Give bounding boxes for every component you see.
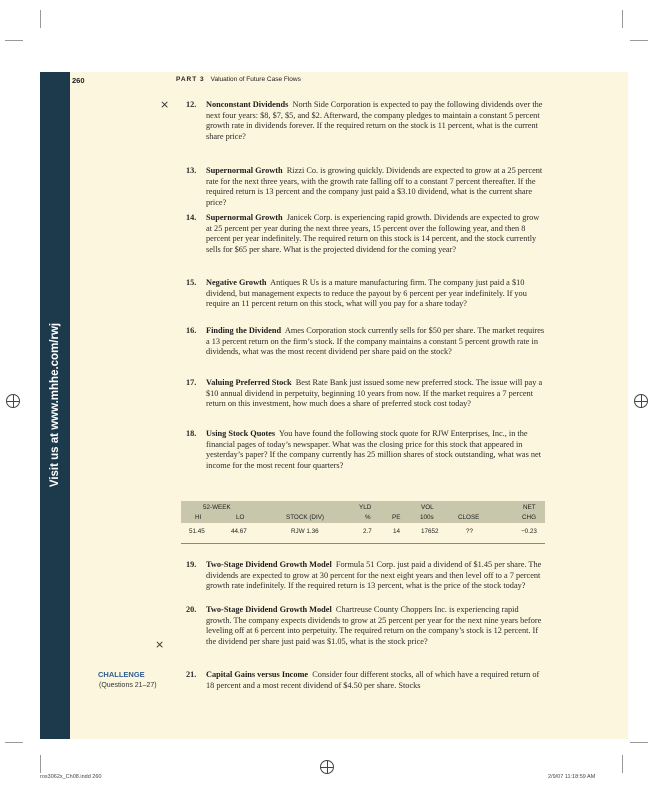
problem-title: Supernormal Growth [206,213,283,222]
problem-15 [186,278,546,310]
problem-title: Two-Stage Dividend Growth Model [206,605,332,614]
table-header [181,501,545,523]
problem-body: North Side Corporation is expected to pay the following dividends over the next four years: $8, $7, $5, and $2. Afterward, the company pledges to maintain a constant 5 percent growth rate in dividends forever. If the required return on the stock is 11 percent, what is the current share price? [206,100,543,142]
problem-title: Two-Stage Dividend Growth Model [206,560,332,569]
header-close: CLOSE [458,514,480,521]
problem-body: Best Rate Bank just issued some new preferred stock. The issue will pay a $10 annual dividend in perpetuity, beginning 10 years from now. If the market requires a 7 percent return on this investment, how much does a share of preferred stock cost today? [206,378,543,409]
problem-body: Formula 51 Corp. just paid a dividend of $1.45 per share. The dividends are expected to grow at 30 percent for the next eight years and then level off to a 7 percent growth rate indefinitely. If the required return is 13 percent, what is the price of the stock today? [206,560,542,591]
header-net: CHG [522,514,536,521]
crop-mark [5,40,23,41]
cell-vol: 17652 [421,528,439,535]
cell-lo: 44.67 [231,528,247,535]
problem-title: Negative Growth [206,278,267,287]
cell-pe: 14 [393,528,401,535]
crop-mark [622,755,623,773]
crop-mark [5,742,23,743]
cell-net: −0.23 [521,528,537,535]
problem-number: 15. [186,278,197,287]
cell-yld: 2.7 [363,528,372,535]
problem-13 [186,166,546,209]
header-yld: % [365,514,371,521]
problem-20 [186,605,546,648]
excel-x-icon: ⨯ [155,638,165,651]
cell-close: ?? [466,528,474,535]
header-vol-top: VOL [421,504,434,511]
problem-number: 19. [186,560,197,569]
problem-body: Rizzi Co. is growing quickly. Dividends are expected to grow at a 25 percent rate for the next three years, with the growth rate falling off to a constant 7 percent thereafter. If the required return is 13 percent and the company just paid a $3.10 dividend, what is the current share price? [206,166,543,208]
page-number: 260 [72,76,85,85]
problem-title: Using Stock Quotes [206,429,276,438]
problem-number: 12. [186,100,197,109]
problem-body: Janicek Corp. is experiencing rapid growth. Dividends are expected to grow at 25 percent per year during the next three years, 15 percent over the following year, and then 8 percent per year indefinitely. The required return on this stock is 14 percent, and the stock currently sells for $65 per share. What is the projected dividend for the coming year? [206,213,540,255]
problem-number: 18. [186,429,197,438]
problem-number: 16. [186,326,197,335]
problem-number: 13. [186,166,197,175]
running-header [176,76,301,83]
challenge-range: (Questions 21–27) [99,682,157,689]
problem-19 [186,560,546,592]
table-row [181,525,545,538]
problem-number: 21. [186,670,197,679]
crop-mark [630,40,648,41]
crop-mark [40,755,41,773]
header-hi: HI [195,514,202,521]
footer-timestamp: 2/9/07 11:18:59 AM [548,774,596,780]
table-bottom-rule [181,543,545,544]
problem-14 [186,213,546,256]
problem-17 [186,378,546,410]
excel-x-icon: ⨯ [160,98,170,111]
problem-18 [186,429,546,472]
crop-mark [622,10,623,28]
sidebar-url-text: Visit us at www.mhhe.com/rwj [49,322,61,488]
registration-mark-icon [6,394,20,408]
footer-file: ros3062x_Ch08.indd 260 [40,774,102,780]
problem-body: You have found the following stock quote for RJW Enterprises, Inc., in the financial pages of today’s newspaper. What was the closing price for this stock that appeared in yesterday’s paper? If the company currently has 25 million shares of stock outstanding, what was net income for the most recent four quarters? [206,429,542,471]
problem-12 [186,100,546,143]
cell-stock: RJW 1.36 [291,528,319,535]
problem-body: Consider four different stocks, all of which have a required return of 18 percent and a most recent dividend of $4.50 per share. Stocks [206,670,540,690]
problem-body: Ames Corporation stock currently sells for $50 per share. The market requires a 13 percent return on the firm’s stock. If the company maintains a constant 5 percent growth rate in dividends, what was the most recent dividend per share paid on the stock? [206,326,545,357]
cell-hi: 51.45 [189,528,205,535]
problem-number: 17. [186,378,197,387]
header-vol: 100s [420,514,434,521]
stock-quote-table [181,501,545,538]
problem-16 [186,326,546,358]
registration-mark-icon [320,760,334,774]
part-label: PART 3 [176,76,205,83]
problem-body: Chartreuse County Choppers Inc. is experiencing rapid growth. The company expects dividends to grow at 25 percent per year for the next nine years before leveling off at 6 percent into perpetuity. The required return on the company’s stock is 12 percent. If the dividend per share just paid was $1.05, what is the stock price? [206,605,542,647]
challenge-label: CHALLENGE [98,670,145,679]
registration-mark-icon [634,394,648,408]
problem-number: 20. [186,605,197,614]
header-net-top: NET [523,504,536,511]
problem-21 [186,670,546,691]
problem-title: Supernormal Growth [206,166,283,175]
problem-number: 14. [186,213,197,222]
problem-title: Valuing Preferred Stock [206,378,292,387]
problem-title: Finding the Dividend [206,326,282,335]
crop-mark [630,742,648,743]
header-52-week: 52-WEEK [203,504,231,511]
problem-title: Capital Gains versus Income [206,670,309,679]
crop-mark [40,10,41,28]
section-title: Valuation of Future Case Flows [210,76,301,83]
header-stock: STOCK (DIV) [286,514,325,521]
header-lo: LO [236,514,245,521]
header-yld-top: YLD [359,504,372,511]
problem-title: Nonconstant Dividends [206,100,289,109]
problem-body: Antiques R Us is a mature manufacturing firm. The company just paid a $10 dividend, but management expects to reduce the payout by 6 percent per year indefinitely. If you require an 11 percent return on this stock, what will you pay for a share today? [206,278,527,309]
header-pe: PE [392,514,401,521]
